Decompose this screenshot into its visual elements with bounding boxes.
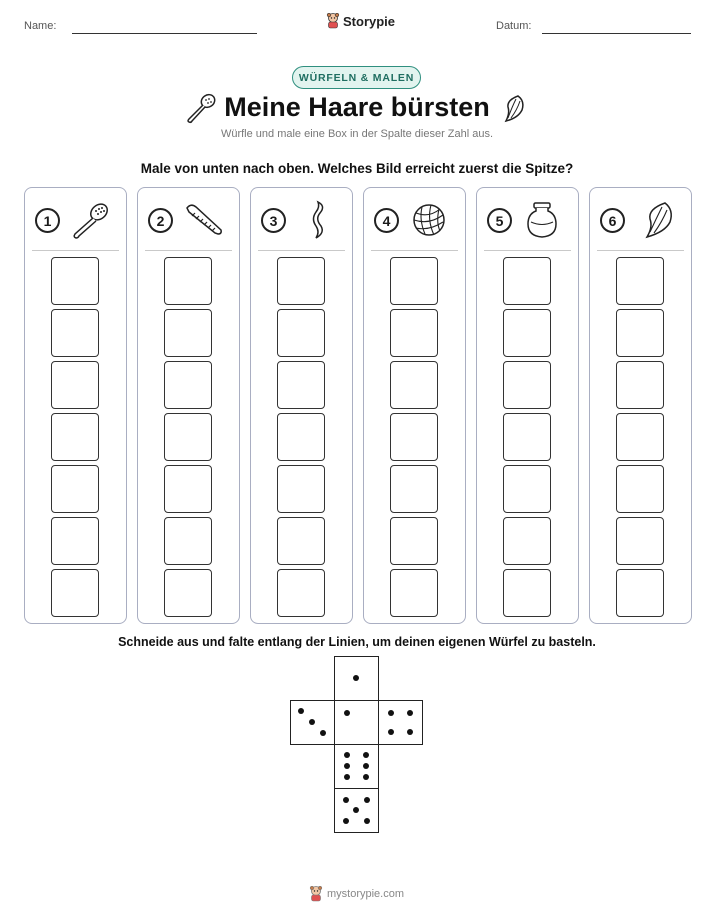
dice-pip xyxy=(343,818,349,824)
color-box[interactable] xyxy=(616,257,664,305)
column-4 xyxy=(363,187,466,624)
dice-pip xyxy=(407,729,413,735)
dice-pip xyxy=(298,708,304,714)
color-box[interactable] xyxy=(390,413,438,461)
brand-name: Storypie xyxy=(343,13,396,29)
color-box[interactable] xyxy=(164,309,212,357)
subtitle: Würfle und male eine Box in der Spalte dieser Zahl aus. xyxy=(220,128,494,140)
color-box[interactable] xyxy=(277,257,325,305)
column-header xyxy=(487,200,567,240)
column-1 xyxy=(24,187,127,624)
color-box[interactable] xyxy=(277,465,325,513)
dice-pip xyxy=(407,710,413,716)
color-box[interactable] xyxy=(164,517,212,565)
color-box[interactable] xyxy=(277,517,325,565)
color-box[interactable] xyxy=(51,569,99,617)
dice-pip xyxy=(309,719,315,725)
color-box[interactable] xyxy=(616,309,664,357)
comb-icon xyxy=(181,200,225,240)
column-3 xyxy=(250,187,353,624)
color-box[interactable] xyxy=(616,413,664,461)
category-badge: WÜRFELN & MALEN xyxy=(292,66,421,89)
column-number: 4 xyxy=(374,208,399,233)
dice-pip xyxy=(344,763,350,769)
name-line[interactable] xyxy=(72,33,257,34)
color-box[interactable] xyxy=(390,361,438,409)
dice-pip xyxy=(363,763,369,769)
column-5 xyxy=(476,187,579,624)
column-divider xyxy=(484,250,571,251)
date-label: Datum: xyxy=(496,20,532,32)
color-box[interactable] xyxy=(277,309,325,357)
column-divider xyxy=(258,250,345,251)
color-box[interactable] xyxy=(503,361,551,409)
color-box[interactable] xyxy=(616,569,664,617)
page-title: Meine Haare bürsten xyxy=(224,92,490,122)
storypie-mascot-icon xyxy=(326,13,340,29)
dice-pip xyxy=(364,797,370,803)
dice-pip xyxy=(344,710,350,716)
column-header xyxy=(148,200,228,240)
color-box[interactable] xyxy=(277,361,325,409)
dice-pip xyxy=(344,752,350,758)
color-box[interactable] xyxy=(164,257,212,305)
color-box[interactable] xyxy=(503,569,551,617)
color-box[interactable] xyxy=(616,361,664,409)
dice-pip xyxy=(353,675,359,681)
storypie-mascot-icon xyxy=(309,886,323,902)
name-label: Name: xyxy=(24,20,57,32)
column-number: 2 xyxy=(148,208,173,233)
instruction: Male von unten nach oben. Welches Bild erreicht zuerst die Spitze? xyxy=(140,161,574,176)
dice-pip xyxy=(388,710,394,716)
column-divider xyxy=(597,250,684,251)
dice-face-1 xyxy=(334,700,379,745)
color-box[interactable] xyxy=(390,517,438,565)
color-box[interactable] xyxy=(51,309,99,357)
color-box[interactable] xyxy=(503,309,551,357)
column-number: 5 xyxy=(487,208,512,233)
column-header xyxy=(35,200,115,240)
color-box[interactable] xyxy=(503,257,551,305)
dice-pip xyxy=(364,818,370,824)
column-header xyxy=(600,200,680,240)
column-6 xyxy=(589,187,692,624)
hair-lock-icon xyxy=(633,200,677,240)
color-box[interactable] xyxy=(616,465,664,513)
hair-lock-icon xyxy=(498,93,526,123)
color-box[interactable] xyxy=(164,465,212,513)
color-box[interactable] xyxy=(390,569,438,617)
column-number: 1 xyxy=(35,208,60,233)
dice-pip xyxy=(363,774,369,780)
dice-face-3 xyxy=(290,700,335,745)
color-box[interactable] xyxy=(390,257,438,305)
color-box[interactable] xyxy=(277,569,325,617)
column-number: 6 xyxy=(600,208,625,233)
color-box[interactable] xyxy=(164,361,212,409)
dice-face-4 xyxy=(378,700,423,745)
dice-pip xyxy=(343,797,349,803)
dice-face-6 xyxy=(334,744,379,789)
yarn-ball-icon xyxy=(407,200,451,240)
color-box[interactable] xyxy=(390,309,438,357)
color-box[interactable] xyxy=(503,465,551,513)
column-header xyxy=(374,200,454,240)
color-box[interactable] xyxy=(503,413,551,461)
hairbrush-icon xyxy=(68,200,112,240)
dice-face-5 xyxy=(334,788,379,833)
color-box[interactable] xyxy=(51,257,99,305)
column-divider xyxy=(145,250,232,251)
dice-pip xyxy=(363,752,369,758)
column-2 xyxy=(137,187,240,624)
color-box[interactable] xyxy=(51,361,99,409)
color-box[interactable] xyxy=(390,465,438,513)
date-line[interactable] xyxy=(542,33,691,34)
column-divider xyxy=(371,250,458,251)
color-box[interactable] xyxy=(277,413,325,461)
hair-strand-icon xyxy=(294,200,338,240)
column-divider xyxy=(32,250,119,251)
dice-pip xyxy=(344,774,350,780)
color-box[interactable] xyxy=(51,465,99,513)
color-box[interactable] xyxy=(51,413,99,461)
column-header xyxy=(261,200,341,240)
dice-pip xyxy=(320,730,326,736)
color-box[interactable] xyxy=(164,413,212,461)
color-box[interactable] xyxy=(51,517,99,565)
color-box[interactable] xyxy=(503,517,551,565)
color-box[interactable] xyxy=(616,517,664,565)
cut-instruction: Schneide aus und falte entlang der Linien, um deinen eigenen Würfel zu basteln. xyxy=(118,635,596,649)
brand-logo xyxy=(326,13,395,29)
color-box[interactable] xyxy=(164,569,212,617)
column-number: 3 xyxy=(261,208,286,233)
jar-icon xyxy=(520,200,564,240)
footer xyxy=(309,886,404,902)
dice-pip xyxy=(353,807,359,813)
dice-pip xyxy=(388,729,394,735)
footer-url: mystorypie.com xyxy=(327,888,405,900)
dice-face-1 xyxy=(334,656,379,701)
